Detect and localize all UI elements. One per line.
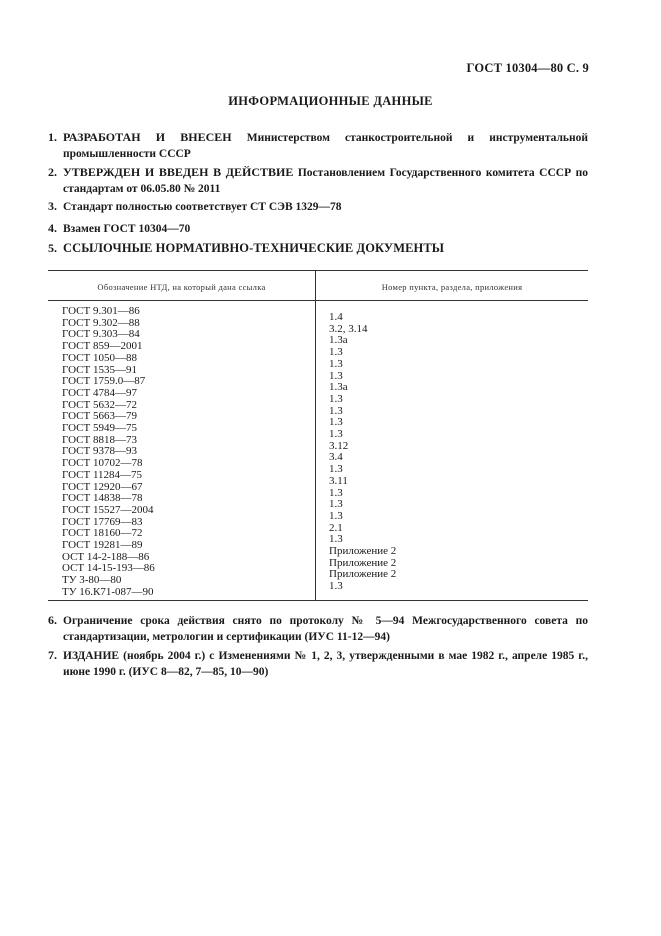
item-text: Стандарт полностью соответствует СТ СЭВ 1329—78 [63,201,342,213]
document-cell: ГОСТ 8818—73 [62,433,137,446]
item-number: 5. [48,241,57,255]
standard-code-header: ГОСТ 10304—80 С. 9 [466,61,589,75]
document-cell: ГОСТ 14838—78 [62,492,143,505]
info-item-4 [48,221,588,237]
reference-cell: 1.3 [329,357,343,370]
document-cell: ГОСТ 15527—2004 [62,503,154,516]
item-lead: РАЗРАБОТАН И ВНЕСЕН [63,130,232,144]
reference-cell: 1.4 [329,311,343,323]
table-top-rule [48,270,588,271]
document-cell: ГОСТ 1535—91 [62,363,137,376]
reference-cell: 3.4 [329,451,343,464]
item-number: 1. [48,130,57,144]
document-cell: ГОСТ 19281—89 [62,539,143,552]
document-cell: ГОСТ 12920—67 [62,480,143,493]
document-cell: ГОСТ 5632—72 [62,398,137,411]
document-cell: ГОСТ 17769—83 [62,515,143,528]
reference-cell: 3.2, 3.14 [329,322,368,335]
document-cell: ГОСТ 4784—97 [62,386,137,399]
item-text: Ограничение срока действия снято по протоколу № 5—94 Межгосударственного совета по стандартизации, метрологии и сертификации (ИУС 11-12—94) [63,615,588,643]
document-cell: ГОСТ 11284—75 [62,468,143,481]
item-text: Министерством станкостроительной и инструментальной промышленности СССР [63,132,588,160]
document-cell: ГОСТ 1050—88 [62,351,137,364]
reference-cell: 1.3 [329,392,343,405]
references-column [329,312,396,593]
document-cell: ГОСТ 5949—75 [62,422,137,435]
document-cell: ГОСТ 9.303—84 [62,328,140,341]
info-item-7 [48,648,588,680]
item-number: 2. [48,165,57,179]
reference-cell: 1.3 [329,533,343,546]
document-cell: ТУ 3-80—80 [62,574,122,587]
reference-cell: Приложение 2 [329,545,397,558]
reference-cell: 1.3 [329,486,343,499]
item-number: 3. [48,199,57,213]
table-column-divider [315,270,316,600]
info-item-3 [48,199,588,215]
reference-cell: 1.3 [329,428,343,441]
reference-cell: 3.12 [329,439,349,452]
reference-cell: 1.3 [329,369,343,382]
info-item-6 [48,613,588,645]
document-cell: ГОСТ 859—2001 [62,340,143,353]
item-number: 6. [48,613,57,627]
info-item-1 [48,130,588,162]
reference-cell: Приложение 2 [329,556,397,569]
table-header-references: Номер пункта, раздела, приложения [381,282,523,292]
document-cell: ГОСТ 9.302—88 [62,316,140,329]
reference-cell: 1.3 [329,346,343,359]
reference-cell: 1.3 [329,580,343,593]
item-lead: УТВЕРЖДЕН И ВВЕДЕН В ДЕЙСТВИЕ [63,165,294,179]
document-cell: ГОСТ 1759.0—87 [62,375,146,388]
item-text: Взамен ГОСТ 10304—70 [63,223,191,235]
document-cell: ТУ 16.К71-087—90 [62,585,154,598]
document-cell: ОСТ 14-2-188—86 [62,550,150,563]
document-cell: ГОСТ 9.301—86 [62,305,140,317]
document-cell: ОСТ 14-15-193—86 [62,562,155,575]
reference-cell: 1.3а [329,381,348,394]
reference-cell: 1.3а [329,334,348,347]
item-text: ИЗДАНИЕ (ноябрь 2004 г.) с Изменениями № 1, 2, 3, утвержденными в мае 1982 г., апреле 1985 г., июне 1990 г. (ИУС 8—82, 7—85, 10—90) [63,650,588,678]
reference-cell: 2.1 [329,521,343,534]
table-bottom-rule [48,600,588,601]
reference-cell: 1.3 [329,404,343,417]
item-text: Постановлением Государственного комитета СССР по стандартам от 06.05.80 № 2011 [63,167,588,195]
info-item-5 [48,241,588,256]
document-cell: ГОСТ 10702—78 [62,457,143,470]
info-item-2 [48,165,588,197]
reference-cell: 1.3 [329,509,343,522]
item-text: ССЫЛОЧНЫЕ НОРМАТИВНО-ТЕХНИЧЕСКИЕ ДОКУМЕНТЫ [63,241,445,255]
section-title: ИНФОРМАЦИОННЫЕ ДАННЫЕ [228,94,433,108]
document-cell: ГОСТ 18160—72 [62,527,143,540]
item-number: 4. [48,221,57,235]
document-cell: ГОСТ 5663—79 [62,410,137,423]
reference-cell: 1.3 [329,416,343,429]
documents-column [62,306,155,599]
reference-cell: Приложение 2 [329,568,397,581]
reference-cell: 1.3 [329,498,343,511]
table-header-rule [48,300,588,301]
table-header-documents: Обозначение НТД, на который дана ссылка [97,282,266,292]
document-cell: ГОСТ 9378—93 [62,445,137,458]
reference-cell: 3.11 [329,474,348,487]
reference-cell: 1.3 [329,463,343,476]
item-number: 7. [48,648,57,662]
